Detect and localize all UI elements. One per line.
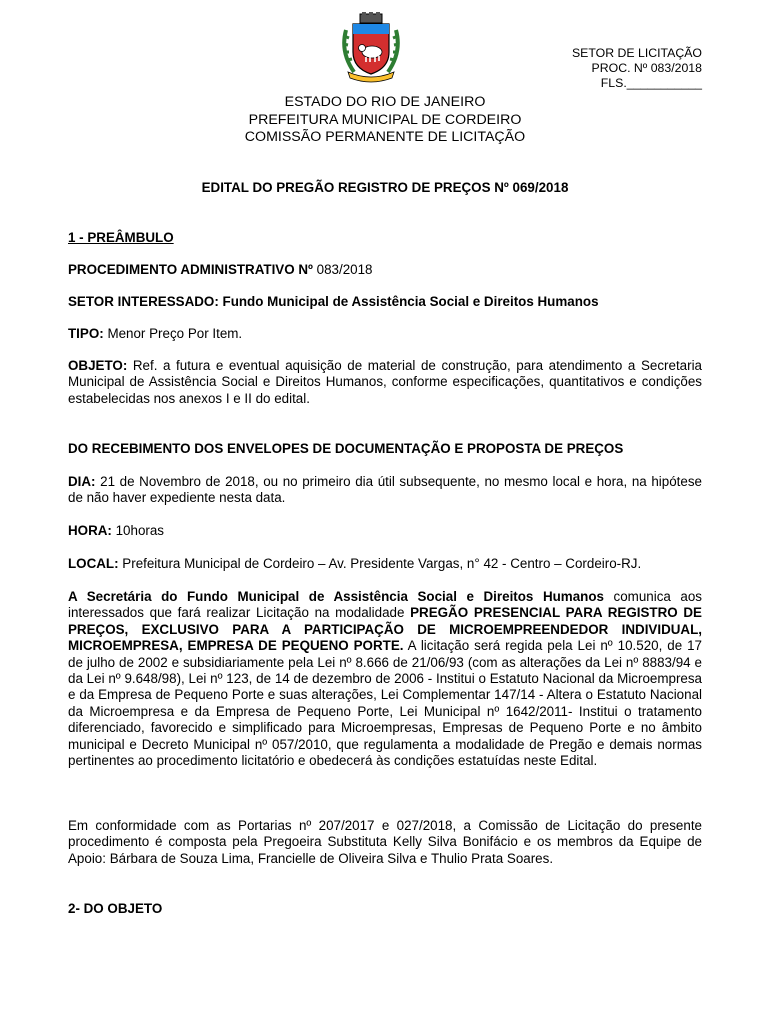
objeto-label: OBJETO: — [68, 358, 128, 373]
procedimento-line — [68, 262, 702, 277]
conformidade-paragraph: Em conformidade com as Portarias nº 207/2017 e 027/2018, a Comissão de Licitação do presente procedimento é composta pela Pregoeira Substituta Kelly Silva Bonifácio e os membros da Equipe de Apoio: Bárbara de Souza Lima, Francielle de Oliveira Silva e Thulio Prata Soares. — [68, 818, 702, 866]
document-header — [0, 94, 770, 147]
section-heading-recebimento: DO RECEBIMENTO DOS ENVELOPES DE DOCUMENTAÇÃO E PROPOSTA DE PREÇOS — [68, 441, 624, 456]
local-line — [68, 556, 702, 571]
setor-line: SETOR DE LICITAÇÃO — [571, 46, 702, 60]
header-prefeitura: PREFEITURA MUNICIPAL DE CORDEIRO — [248, 111, 522, 128]
tipo-line — [68, 326, 702, 341]
modalidade-text: PREGÃO PRESENCIAL PARA REGISTRO DE PREÇOS, EXCLUSIVO PARA A PARTICIPAÇÃO DE MICROEMPREENDEDOR INDIVIDUAL, MICROEMPRESA, EMPRESA DE PEQUENO PORTE. — [68, 605, 702, 654]
setor-interessado-text: SETOR INTERESSADO: Fundo Municipal de Assistência Social e Direitos Humanos — [68, 294, 599, 309]
hora-label: HORA: — [68, 523, 112, 538]
edital-title: EDITAL DO PREGÃO REGISTRO DE PREÇOS Nº 069/2018 — [201, 180, 569, 195]
secretaria-text-1: comunica aos interessados que fará realizar Licitação na modalidade — [68, 589, 702, 621]
objeto-paragraph — [68, 358, 702, 407]
legislacao-text: A licitação será regida pela Lei nº 10.520, de 17 de julho de 2002 e subsidiariamente pela Lei nº 8.666 de 21/06/93 (com as alterações da Lei nº 8883/94 e da Lei nº 9.648/98), Lei nº 123, de 14 de dezembro de 2006 - Institui o Estatuto Nacional da Microempresa e da Empresa de Pequeno Porte e suas alterações, Lei Complementar 147/14 - Altera o Estatuto Nacional da Microempresa e da Empresa de Pequeno Porte, Lei Municipal nº 1642/2011- Institui o tratamento diferenciado, favorecido e simplificado para Microempresas, Empresas de Pequeno Porte e no âmbito municipal e Decreto Municipal nº 057/2010, que regulamenta a modalidade de Pregão e demais normas pertinentes ao procedimento licitatório e obedecerá às condições estatuídas neste Edital. — [68, 638, 702, 769]
dia-paragraph — [68, 474, 702, 507]
header-state: ESTADO DO RIO DE JANEIRO — [284, 94, 486, 110]
tipo-label: TIPO: — [68, 326, 104, 341]
tipo-value: Menor Preço Por Item. — [103, 326, 243, 341]
setor-interessado-line — [68, 294, 702, 309]
dia-text: 21 de Novembro de 2018, ou no primeiro dia útil subsequente, no mesmo local e hora, na hipótese de não haver expediente nesta data. — [68, 474, 702, 506]
fls-line: FLS.___________ — [600, 76, 702, 90]
objeto-text: Ref. a futura e eventual aquisição de material de construção, para atendimento a Secretaria Municipal de Assistência Social e Direitos Humanos, conforme especificações, quantitativos e condições estabelecidas nos anexos I e II do edital. — [68, 358, 702, 406]
header-comissao: COMISSÃO PERMANENTE DE LICITAÇÃO — [244, 129, 526, 145]
setor-stamp — [572, 46, 702, 91]
hora-line — [68, 523, 702, 538]
procedimento-value: 083/2018 — [312, 262, 373, 277]
coat-of-arms-icon — [338, 12, 404, 84]
secretaria-paragraph — [68, 589, 702, 769]
section-heading-objeto: 2- DO OBJETO — [68, 901, 163, 916]
procedimento-label: PROCEDIMENTO ADMINISTRATIVO Nº — [68, 262, 313, 277]
hora-value: 10horas — [111, 523, 165, 538]
section-heading-preambulo: 1 - PREÂMBULO — [68, 230, 174, 245]
dia-label: DIA: — [68, 474, 96, 489]
local-label: LOCAL: — [68, 556, 119, 571]
secretaria-name: A Secretária do Fundo Municipal de Assistência Social e Direitos Humanos — [68, 589, 604, 604]
local-value: Prefeitura Municipal de Cordeiro – Av. Presidente Vargas, n° 42 - Centro – Cordeiro-RJ. — [118, 556, 642, 571]
proc-line: PROC. Nº 083/2018 — [591, 61, 702, 75]
